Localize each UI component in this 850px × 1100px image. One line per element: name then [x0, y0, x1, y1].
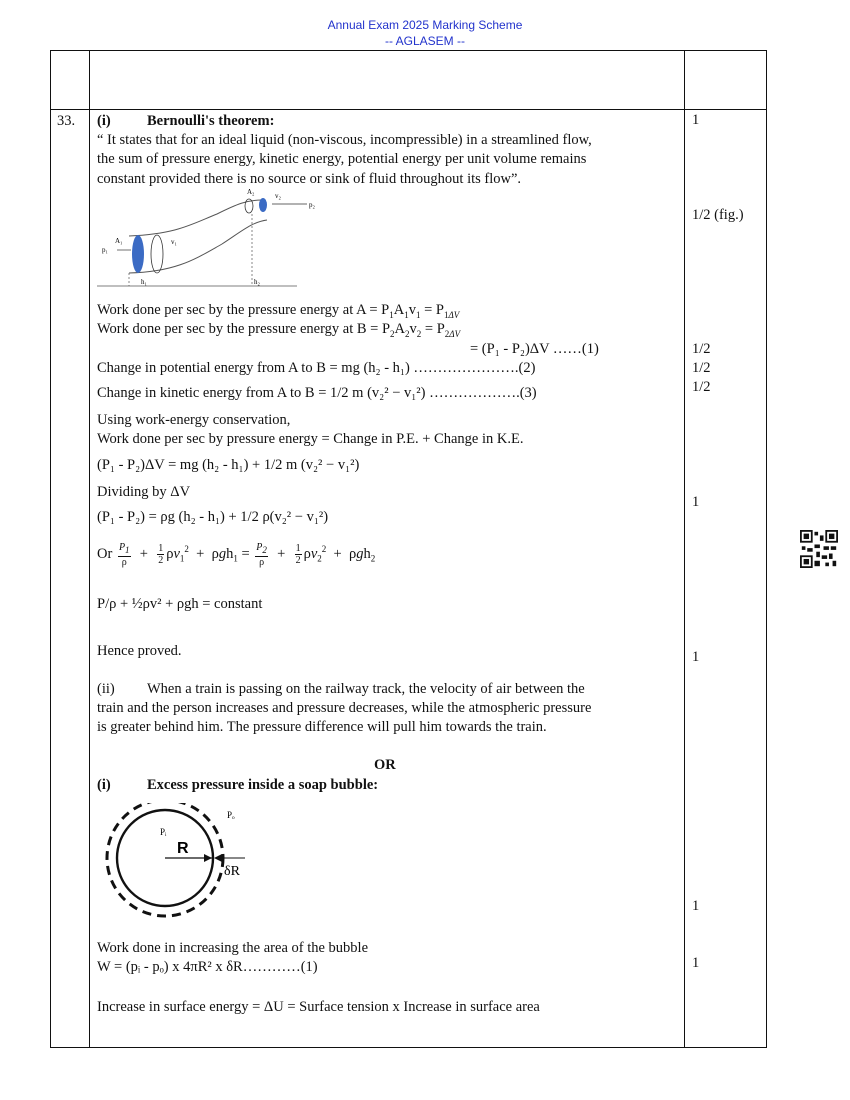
mark: 1 — [692, 649, 700, 665]
mark: 1/2 (fig.) — [692, 207, 744, 223]
equation-2: (P₁ - P₂) = ρg (h₂ - h₁) + 1/2 ρ(v₂² − v₁²) — [97, 509, 329, 525]
or-divider: OR — [374, 757, 396, 773]
part-label: (i) — [97, 113, 111, 129]
fig-label-a1: A₁ — [115, 237, 123, 245]
fig-label-dr: δR — [224, 864, 240, 879]
text-line: When a train is passing on the railway track, the velocity of air between the — [147, 681, 585, 697]
statement-line: “ It states that for an ideal liquid (non-viscous, incompressible) in a streamlined flow, — [97, 132, 592, 148]
text-line: Work done in increasing the area of the bubble — [97, 940, 369, 956]
fig-label-v2: v₂ — [275, 192, 281, 200]
hence-proved: Hence proved. — [97, 643, 182, 659]
fig-label-po: Pₒ — [227, 810, 235, 820]
fig-label-r: R — [177, 840, 189, 857]
fig-label-h1: h₁ — [141, 278, 147, 286]
potential-energy-change: Change in potential energy from A to B = mg (h₂ - h₁) ………………….(2) — [97, 360, 536, 376]
fig-label-p1: p₁ — [102, 246, 108, 254]
qr-code[interactable] — [800, 530, 838, 568]
work-difference: = (P₁ - P₂)ΔV ……(1) — [470, 341, 599, 357]
equation-3: Or $\frac{P_1}{\rho}$ + $\frac{1}{2}$ $\rho v_1^2 + \rho gh_1$ = $\frac{P_2}{\rho}$ + $\frac{1}{2}$ $\rho v_2^2 + \rho gh_2$ — [97, 541, 376, 568]
header-title: Annual Exam 2025 Marking Scheme — [327, 18, 523, 32]
mark: 1 — [692, 494, 700, 510]
row-divider — [51, 109, 766, 110]
mark: 1 — [692, 112, 700, 128]
fig-label-pi: Pᵢ — [160, 827, 167, 837]
work-at-b: Work done per sec by the pressure energy at $B = P_2A_2v_2 = P_{2\Delta V}$ — [97, 321, 461, 339]
column-divider — [684, 51, 685, 1047]
mark: 1 — [692, 955, 700, 971]
header-source: -- AGLASEM -- — [384, 34, 465, 48]
equation-final: P/ρ + ½ρv² + ρgh = constant — [97, 596, 263, 612]
text-line: Using work-energy conservation, — [97, 412, 291, 428]
soap-bubble-figure — [100, 803, 260, 923]
fig-label-h2: h₂ — [254, 278, 260, 286]
text-line: Dividing by ΔV — [97, 484, 191, 500]
text-line: Increase in surface energy = ΔU = Surface tension x Increase in surface area — [97, 999, 540, 1015]
part-label: (i) — [97, 777, 111, 793]
fig-label-p2: p₂ — [309, 201, 315, 209]
question-number: 33. — [57, 113, 76, 129]
work-equation: W = (pᵢ - pₒ) x 4πR² x δR…………(1) — [97, 959, 318, 975]
section-title: Bernoulli's theorem: — [147, 113, 275, 129]
statement-line: the sum of pressure energy, kinetic energy, potential energy per unit volume remains — [97, 151, 587, 167]
mark: 1/2 — [692, 379, 711, 395]
work-at-a: Work done per sec by the pressure energy at $A = P_1A_1v_1 = P_{1\Delta V}$ — [97, 302, 460, 320]
mark: 1/2 — [692, 341, 711, 357]
or-word: Or — [97, 545, 113, 562]
fig-label-v1: v₁ — [171, 238, 177, 246]
fig-label-a2: A₂ — [247, 188, 255, 196]
kinetic-energy-change: Change in kinetic energy from A to B = 1/2 m (v₂² − v₁²) ……………….(3) — [97, 385, 537, 401]
mark: 1/2 — [692, 360, 711, 376]
bernoulli-pipe-figure — [97, 186, 327, 290]
part-label: (ii) — [97, 681, 115, 697]
equation-1: (P₁ - P₂)ΔV = mg (h₂ - h₁) + 1/2 m (v₂² − v₁²) — [97, 457, 360, 473]
text-line: is greater behind him. The pressure difference will pull him towards the train. — [97, 719, 547, 735]
text-line: train and the person increases and pressure decreases, while the atmospheric pressure — [97, 700, 592, 716]
column-divider — [89, 51, 90, 1047]
statement-line: constant provided there is no source or sink of fluid throughout its flow”. — [97, 171, 522, 187]
text-line: Work done per sec by pressure energy = Change in P.E. + Change in K.E. — [97, 431, 524, 447]
mark: 1 — [692, 898, 700, 914]
section-title: Excess pressure inside a soap bubble: — [147, 777, 379, 793]
